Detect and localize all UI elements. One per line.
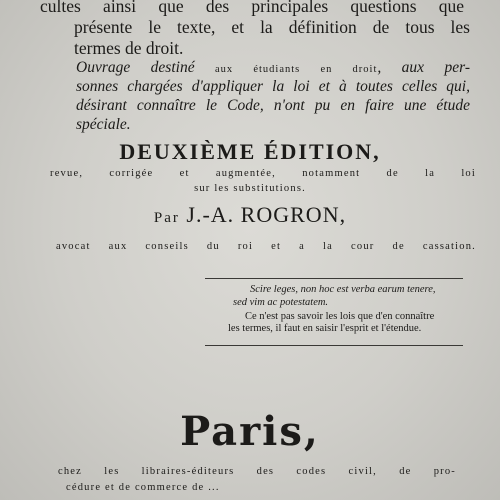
epigraph-french-line-2: les termes, il faut en saisir l'esprit et l'étendue. [228,323,422,334]
purpose-text: , aux per- [377,59,471,76]
imprint-line-1: chez les libraires-éditeurs des codes civil, de pro- [58,466,456,477]
epigraph-rule-top [205,278,463,279]
purpose-text: Ouvrage destiné [76,59,195,76]
intro-line-1: cultes ainsi que des principales questions que [40,0,464,16]
edition-heading: DEUXIÈME ÉDITION, [119,139,381,164]
epigraph-french-line-1: Ce n'est pas savoir les lois que d'en connaître [245,311,435,322]
epigraph-latin-line-2: sed vim ac potestatem. [233,297,329,308]
imprint-line-2: cédure et de commerce de ... [66,482,220,493]
intro-line-3: termes de droit. [74,38,184,58]
epigraph-rule-bottom [205,345,463,346]
purpose-line-4: spéciale. [76,116,131,133]
intro-line-2: présente le texte, et la définition de tous les [74,17,470,37]
revision-line-2: sur les substitutions. [194,183,306,194]
author-title: avocat aux conseils du roi et a la cour de cassation. [56,241,476,252]
purpose-line-2: sonnes chargées d'appliquer la loi et à toutes celles qui, [76,78,470,95]
imprint-city: Paris, [180,408,320,455]
purpose-line-1 [76,59,470,77]
revision-line-1: revue, corrigée et augmentée, notamment de la loi [50,168,476,179]
purpose-students-smallcaps: aux étudiants en droit [215,64,378,75]
author-line [0,202,500,228]
author-name: J.-A. ROGRON, [186,202,347,227]
purpose-line-3: désirant connaître le Code, n'ont pu en faire une étude [76,97,470,114]
author-prefix: Par [153,210,180,226]
epigraph-latin-line-1: Scire leges, non hoc est verba earum tenere, [250,284,436,295]
